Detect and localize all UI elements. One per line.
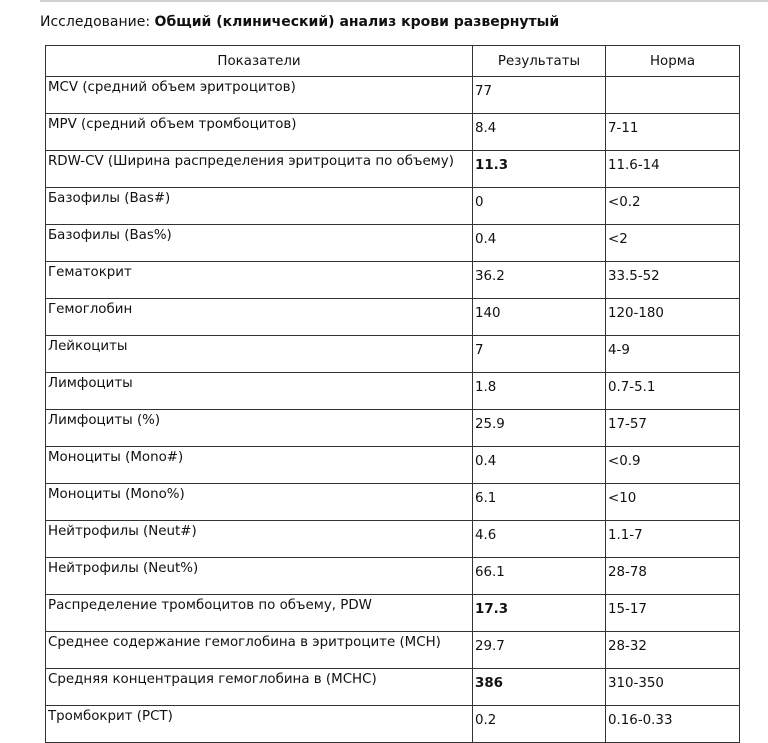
parameter-name-cell: Средняя концентрация гемоглобина в (MCHC): [46, 669, 473, 706]
table-row: [46, 77, 740, 114]
table-row: [46, 373, 740, 410]
results-table-container: [45, 45, 739, 728]
result-cell: 25.9: [473, 410, 606, 447]
results-table: [45, 45, 740, 743]
result-cell: 0.2: [473, 706, 606, 743]
table-row: [46, 447, 740, 484]
result-cell: 0: [473, 188, 606, 225]
parameter-name-cell: MPV (средний объем тромбоцитов): [46, 114, 473, 151]
parameter-name-cell: Нейтрофилы (Neut#): [46, 521, 473, 558]
parameter-name-cell: Гематокрит: [46, 262, 473, 299]
table-row: [46, 706, 740, 743]
parameter-name-cell: Лейкоциты: [46, 336, 473, 373]
result-cell: 0.4: [473, 447, 606, 484]
result-cell-out-of-range: 11.3: [473, 151, 606, 188]
study-title: Общий (клинический) анализ крови развернутый: [154, 14, 560, 30]
header-result: Результаты: [473, 46, 606, 77]
result-cell: 66.1: [473, 558, 606, 595]
table-row: [46, 595, 740, 632]
parameter-name-cell: Лимфоциты: [46, 373, 473, 410]
result-cell-out-of-range: 386: [473, 669, 606, 706]
result-cell: 4.6: [473, 521, 606, 558]
norm-cell: 7-11: [606, 114, 740, 151]
table-row: [46, 484, 740, 521]
header-norm: Норма: [606, 46, 740, 77]
norm-cell: 28-78: [606, 558, 740, 595]
norm-cell: 17-57: [606, 410, 740, 447]
parameter-name-cell: RDW-CV (Ширина распределения эритроцита по объему): [46, 151, 473, 188]
result-cell: 140: [473, 299, 606, 336]
table-header-row: [46, 46, 740, 77]
table-body: [46, 77, 740, 743]
table-row: [46, 336, 740, 373]
norm-cell: 28-32: [606, 632, 740, 669]
result-cell: 1.8: [473, 373, 606, 410]
table-row: [46, 299, 740, 336]
norm-cell: <2: [606, 225, 740, 262]
parameter-name-cell: Гемоглобин: [46, 299, 473, 336]
table-row: [46, 410, 740, 447]
norm-cell: 120-180: [606, 299, 740, 336]
parameter-name-cell: Базофилы (Bas%): [46, 225, 473, 262]
norm-cell: [606, 77, 740, 114]
result-cell: 7: [473, 336, 606, 373]
parameter-name-cell: Среднее содержание гемоглобина в эритроците (MCH): [46, 632, 473, 669]
table-row: [46, 558, 740, 595]
norm-cell: 1.1-7: [606, 521, 740, 558]
norm-cell: <0.2: [606, 188, 740, 225]
table-row: [46, 632, 740, 669]
table-row: [46, 151, 740, 188]
norm-cell: 0.16-0.33: [606, 706, 740, 743]
norm-cell: <10: [606, 484, 740, 521]
header-parameter: Показатели: [46, 46, 473, 77]
norm-cell: 4-9: [606, 336, 740, 373]
norm-cell: <0.9: [606, 447, 740, 484]
parameter-name-cell: Нейтрофилы (Neut%): [46, 558, 473, 595]
parameter-name-cell: MCV (средний объем эритроцитов): [46, 77, 473, 114]
parameter-name-cell: Моноциты (Mono%): [46, 484, 473, 521]
norm-cell: 11.6-14: [606, 151, 740, 188]
parameter-name-cell: Базофилы (Bas#): [46, 188, 473, 225]
result-cell: 8.4: [473, 114, 606, 151]
result-cell: 36.2: [473, 262, 606, 299]
top-divider: [40, 0, 768, 2]
study-heading: [40, 14, 559, 30]
table-row: [46, 225, 740, 262]
table-row: [46, 188, 740, 225]
parameter-name-cell: Лимфоциты (%): [46, 410, 473, 447]
norm-cell: 33.5-52: [606, 262, 740, 299]
parameter-name-cell: Моноциты (Mono#): [46, 447, 473, 484]
table-row: [46, 114, 740, 151]
result-cell: 6.1: [473, 484, 606, 521]
norm-cell: 310-350: [606, 669, 740, 706]
table-row: [46, 669, 740, 706]
parameter-name-cell: Тромбокрит (PCT): [46, 706, 473, 743]
parameter-name-cell: Распределение тромбоцитов по объему, PDW: [46, 595, 473, 632]
result-cell-out-of-range: 17.3: [473, 595, 606, 632]
norm-cell: 15-17: [606, 595, 740, 632]
result-cell: 77: [473, 77, 606, 114]
result-cell: 29.7: [473, 632, 606, 669]
result-cell: 0.4: [473, 225, 606, 262]
table-row: [46, 262, 740, 299]
table-row: [46, 521, 740, 558]
study-label: Исследование:: [40, 14, 151, 30]
norm-cell: 0.7-5.1: [606, 373, 740, 410]
